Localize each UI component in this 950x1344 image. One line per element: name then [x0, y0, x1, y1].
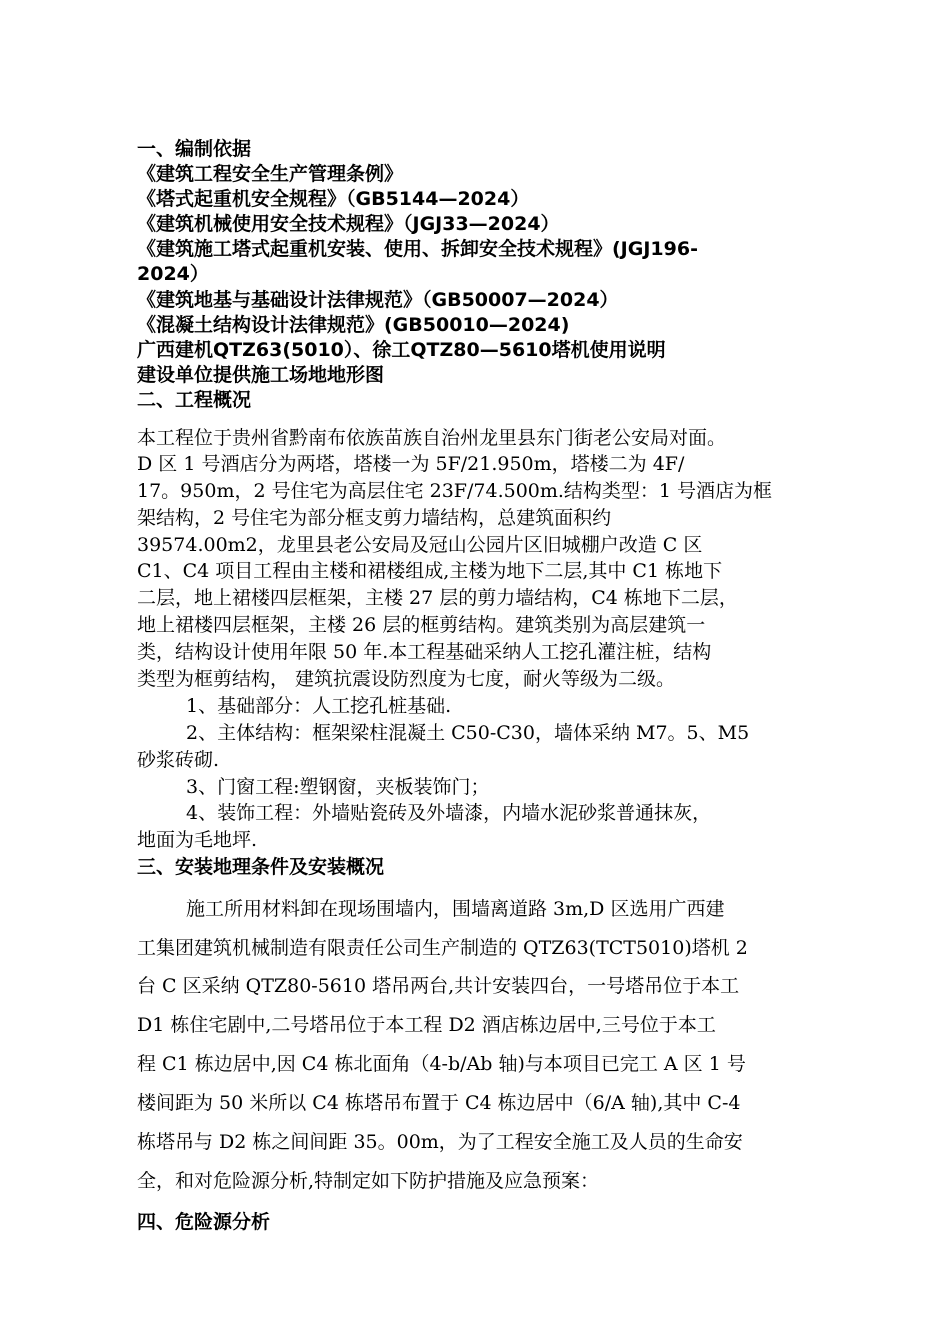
paragraph-line: 17。950m，2 号住宅为高层住宅 23F/74.500m.结构类型：1 号酒店为框 — [137, 480, 773, 502]
list-item-decoration-cont: 地面为毛地坪. — [137, 829, 258, 851]
section-heading-overview: 二、工程概况 — [137, 389, 252, 411]
paragraph-line: 栋塔吊与 D2 栋之间间距 35。00m，为了工程安全施工及人员的生命安 — [137, 1131, 743, 1153]
paragraph-line: 架结构，2 号住宅为部分框支剪力墙结构，总建筑面积约 — [137, 507, 612, 529]
reference-item: 《建筑工程安全生产管理条例》 — [137, 163, 404, 185]
paragraph-line: 楼间距为 50 米所以 C4 栋塔吊布置于 C4 栋边居中（6/A 轴),其中 C-4 — [137, 1092, 741, 1114]
paragraph-line: D1 栋住宅剧中,二号塔吊位于本工程 D2 酒店栋边居中,三号位于本工 — [137, 1014, 716, 1036]
paragraph-line: D 区 1 号酒店分为两塔，塔楼一为 5F/21.950m，塔楼二为 4F/ — [137, 453, 685, 475]
paragraph-line: 类，结构设计使用年限 50 年.本工程基础采纳人工挖孔灌注桩，结构 — [137, 641, 712, 663]
section-heading-installation: 三、安装地理条件及安装概况 — [137, 856, 385, 878]
reference-item: 《塔式起重机安全规程》（GB5144—2024） — [137, 188, 530, 210]
list-item-doors-windows: 3、门窗工程:塑钢窗，夹板装饰门； — [186, 776, 490, 798]
paragraph-line: 二层，地上裙楼四层框架，主楼 27 层的剪力墙结构，C4 栋地下二层， — [137, 587, 738, 609]
list-item-structure-cont: 砂浆砖砌. — [137, 749, 220, 771]
reference-item: 《建筑机械使用安全技术规程》（JGJ33—2024） — [137, 213, 560, 235]
paragraph-line: 工集团建筑机械制造有限责任公司生产制造的 QTZ63(TCT5010)塔机 2 — [137, 937, 748, 959]
paragraph-line: 类型为框剪结构， 建筑抗震设防烈度为七度，耐火等级为二级。 — [137, 668, 676, 690]
paragraph-line: 39574.00m2，龙里县老公安局及冠山公园片区旧城棚户改造 C 区 — [137, 534, 703, 556]
list-item-foundation: 1、基础部分：人工挖孔桩基础. — [186, 695, 452, 717]
paragraph-line: 本工程位于贵州省黔南布依族苗族自治州龙里县东门街老公安局对面。 — [137, 427, 727, 449]
reference-item: 2024） — [137, 263, 209, 285]
section-heading-basis: 一、编制依据 — [137, 138, 252, 160]
paragraph-line: 地上裙楼四层框架，主楼 26 层的框剪结构。建筑类别为高层建筑一 — [137, 614, 706, 636]
list-item-decoration: 4、装饰工程：外墙贴瓷砖及外墙漆，内墙水泥砂浆普通抹灰， — [186, 802, 712, 824]
reference-item: 《混凝土结构设计法律规范》(GB50010—2024) — [137, 314, 570, 336]
paragraph-line: 台 C 区采纳 QTZ80-5610 塔吊两台,共计安装四台，一号塔吊位于本工 — [137, 975, 740, 997]
paragraph-line: 全，和对危险源分析,特制定如下防护措施及应急预案： — [137, 1170, 600, 1192]
list-item-structure: 2、主体结构：框架梁柱混凝土 C50-C30，墙体采纳 M7。5、M5 — [186, 722, 750, 744]
reference-item: 建设单位提供施工场地地形图 — [137, 364, 385, 386]
reference-item: 广西建机QTZ63(5010）、徐工QTZ80—5610塔机使用说明 — [137, 339, 666, 361]
section-heading-hazard: 四、危险源分析 — [137, 1211, 271, 1233]
reference-item: 《建筑施工塔式起重机安装、使用、拆卸安全技术规程》(JGJ196- — [137, 238, 698, 260]
paragraph-line: 程 C1 栋边居中,因 C4 栋北面角（4-b/Ab 轴)与本项目已完工 A 区 1 号 — [137, 1053, 746, 1075]
paragraph-line: 施工所用材料卸在现场围墙内，围墙离道路 3m,D 区选用广西建 — [186, 898, 725, 920]
reference-item: 《建筑地基与基础设计法律规范》（GB50007—2024） — [137, 289, 619, 311]
paragraph-line: C1、C4 项目工程由主楼和裙楼组成,主楼为地下二层,其中 C1 栋地下 — [137, 560, 723, 582]
